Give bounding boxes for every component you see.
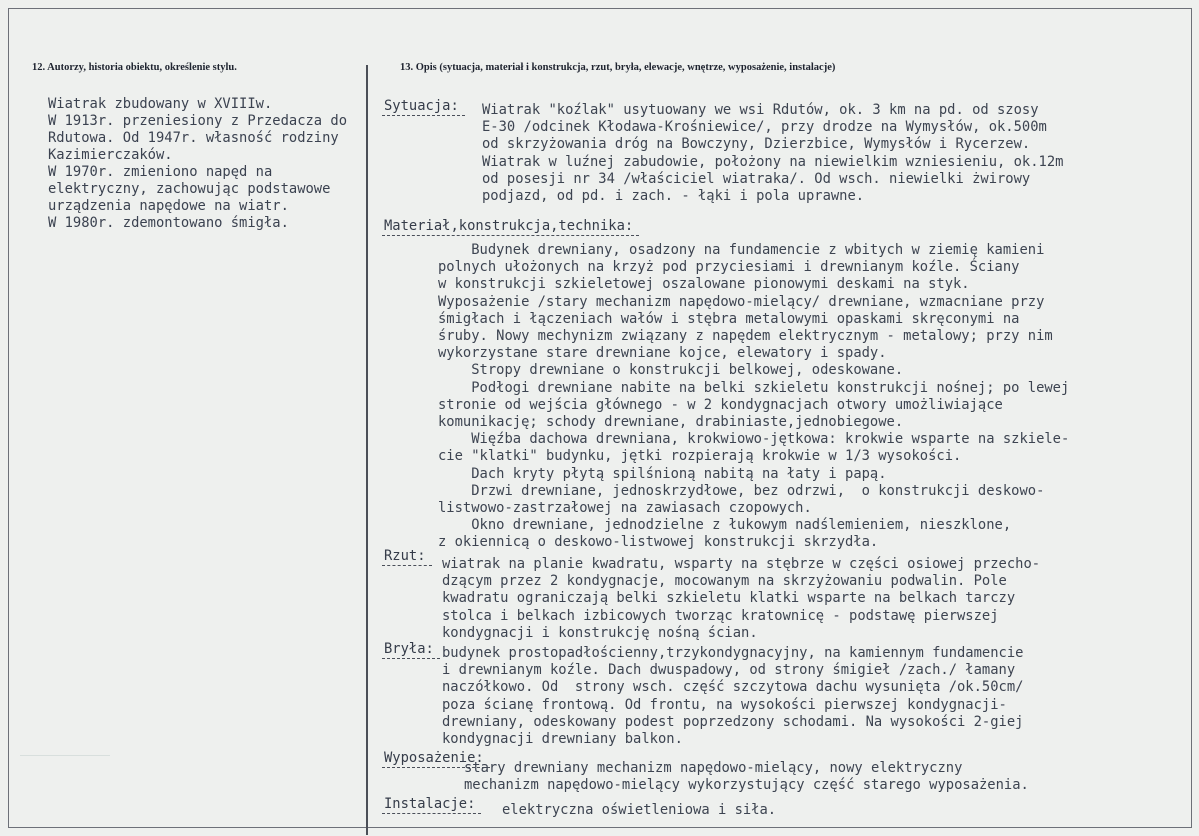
section-text: elektryczna oświetleniowa i siła. <box>502 802 777 818</box>
section-label: Instalacje: <box>382 796 481 814</box>
section-text: budynek prostopadłościenny,trzykondygnacyjny, na kamiennym fundamencie i drewnianym koźle. Dach dwuspadowy, od strony śmigieł /zach./ łamany naczółkowo. Od strony wsch. część szczytowa dachu wysunięta /ok.50cm/ poza ścianę frontową. Od frontu, na wysokości pierwszej kondygnacji- drewniany, odeskowany podest poprzedzony schodami. Na wysokości 2-giej kondygnacji drewniany balkon. <box>442 645 1024 748</box>
left-column-header: 12. Autorzy, historia obiektu, określenie stylu. <box>32 62 237 73</box>
section-text: wiatrak na planie kwadratu, wsparty na stębrze w części osiowej przecho- dzącym przez 2 kondygnacje, mocowanym na skrzyżowaniu podwalin. Pole kwadratu ograniczają belki szkieletu klatki wsparte na belkach tarczy stolca i belkach izbicowych tworząc kratownicę - podstawę pierwszej kondygnacji i konstrukcję nośną ścian. <box>442 556 1041 641</box>
section-text: stary drewniany mechanizm napędowo-mielący, nowy elektryczny mechanizm napędowo-mielący wykorzystujący część starego wyposażenia. <box>464 760 1029 794</box>
section-label: Rzut: <box>382 548 432 566</box>
history-text: Wiatrak zbudowany w XVIIIw. W 1913r. przeniesiony z Przedacza do Rdutowa. Od 1947r. własność rodziny Kazimierczaków. W 1970r. zmieniono napęd na elektryczny, zachowując podstawowe urządzenia napędowe na wiatr. W 1980r. zdemontowano śmigła. <box>48 96 348 231</box>
right-column-header: 13. Opis (sytuacja, materiał i konstrukcja, rzut, bryła, elewacje, wnętrze, wyposażenie, instalacje) <box>400 62 836 73</box>
section-label: Bryła: <box>382 641 440 659</box>
bleed-through-mark <box>20 755 110 811</box>
section-label: Wyposażenie: <box>382 750 490 768</box>
section-label: Sytuacja: <box>382 98 465 116</box>
column-divider <box>366 65 368 835</box>
section-text: Budynek drewniany, osadzony na fundamencie z wbitych w ziemię kamieni polnych ułożonych na krzyż pod przyciesiami i drewnianym koźle. Ściany w konstrukcji szkieletowej oszalowane pionowymi deskami na styk. Wyposażenie /stary mechanizm napędowo-mielący/ drewniane, wzmacniane przy śmigłach i łączeniach wałów i stębra metalowymi opaskami skręconymi na śruby. Nowy mechynizm związany z napędem elektrycznym - metalowy; przy nim wykorzystane stare drewniane kojce, elewatory i spady. Stropy drewniane o konstrukcji belkowej, odeskowane. Podłogi drewniane nabite na belki szkieletu konstrukcji nośnej; po lewej stronie od wejścia głównego - w 2 kondygnacjach otwory umożliwiające komunikację; schody drewniane, drabiniaste,jednobiegowe. Więźba dachowa drewniana, krokwiowo-jętkowa: krokwie wsparte na szkiele- cie "klatki" budynku, jętki rozpierają krokwie w 1/3 wysokości. Dach kryty płytą spilśnioną nabitą na łaty i papą. Drzwi drewniane, jednoskrzydłowe, bez odrzwi, o konstrukcji deskowo- listwowo-zastrzałowej na zawiasach czopowych. Okno drewniane, jednodzielne z łukowym nadślemieniem, nieszklone, z okiennicą o deskowo-listwowej konstrukcji skrzydła. <box>438 242 1070 551</box>
section-text: Wiatrak "koźlak" usytuowany we wsi Rdutów, ok. 3 km na pd. od szosy E-30 /odcinek Kłodawa-Krośniewice/, przy drodze na Wymysłów, ok.500m od skrzyżowania dróg na Bowczyny, Dzierzbice, Wymysłów i Rycerzew. Wiatrak w luźnej zabudowie, położony na niewielkim wzniesieniu, ok.12m od posesji nr 34 /właściciel wiatraka/. Od wsch. niewielki żwirowy podjazd, od pd. i zach. - łąki i pola uprawne. <box>482 102 1064 205</box>
section-label: Materiał,konstrukcja,technika: <box>382 218 639 236</box>
